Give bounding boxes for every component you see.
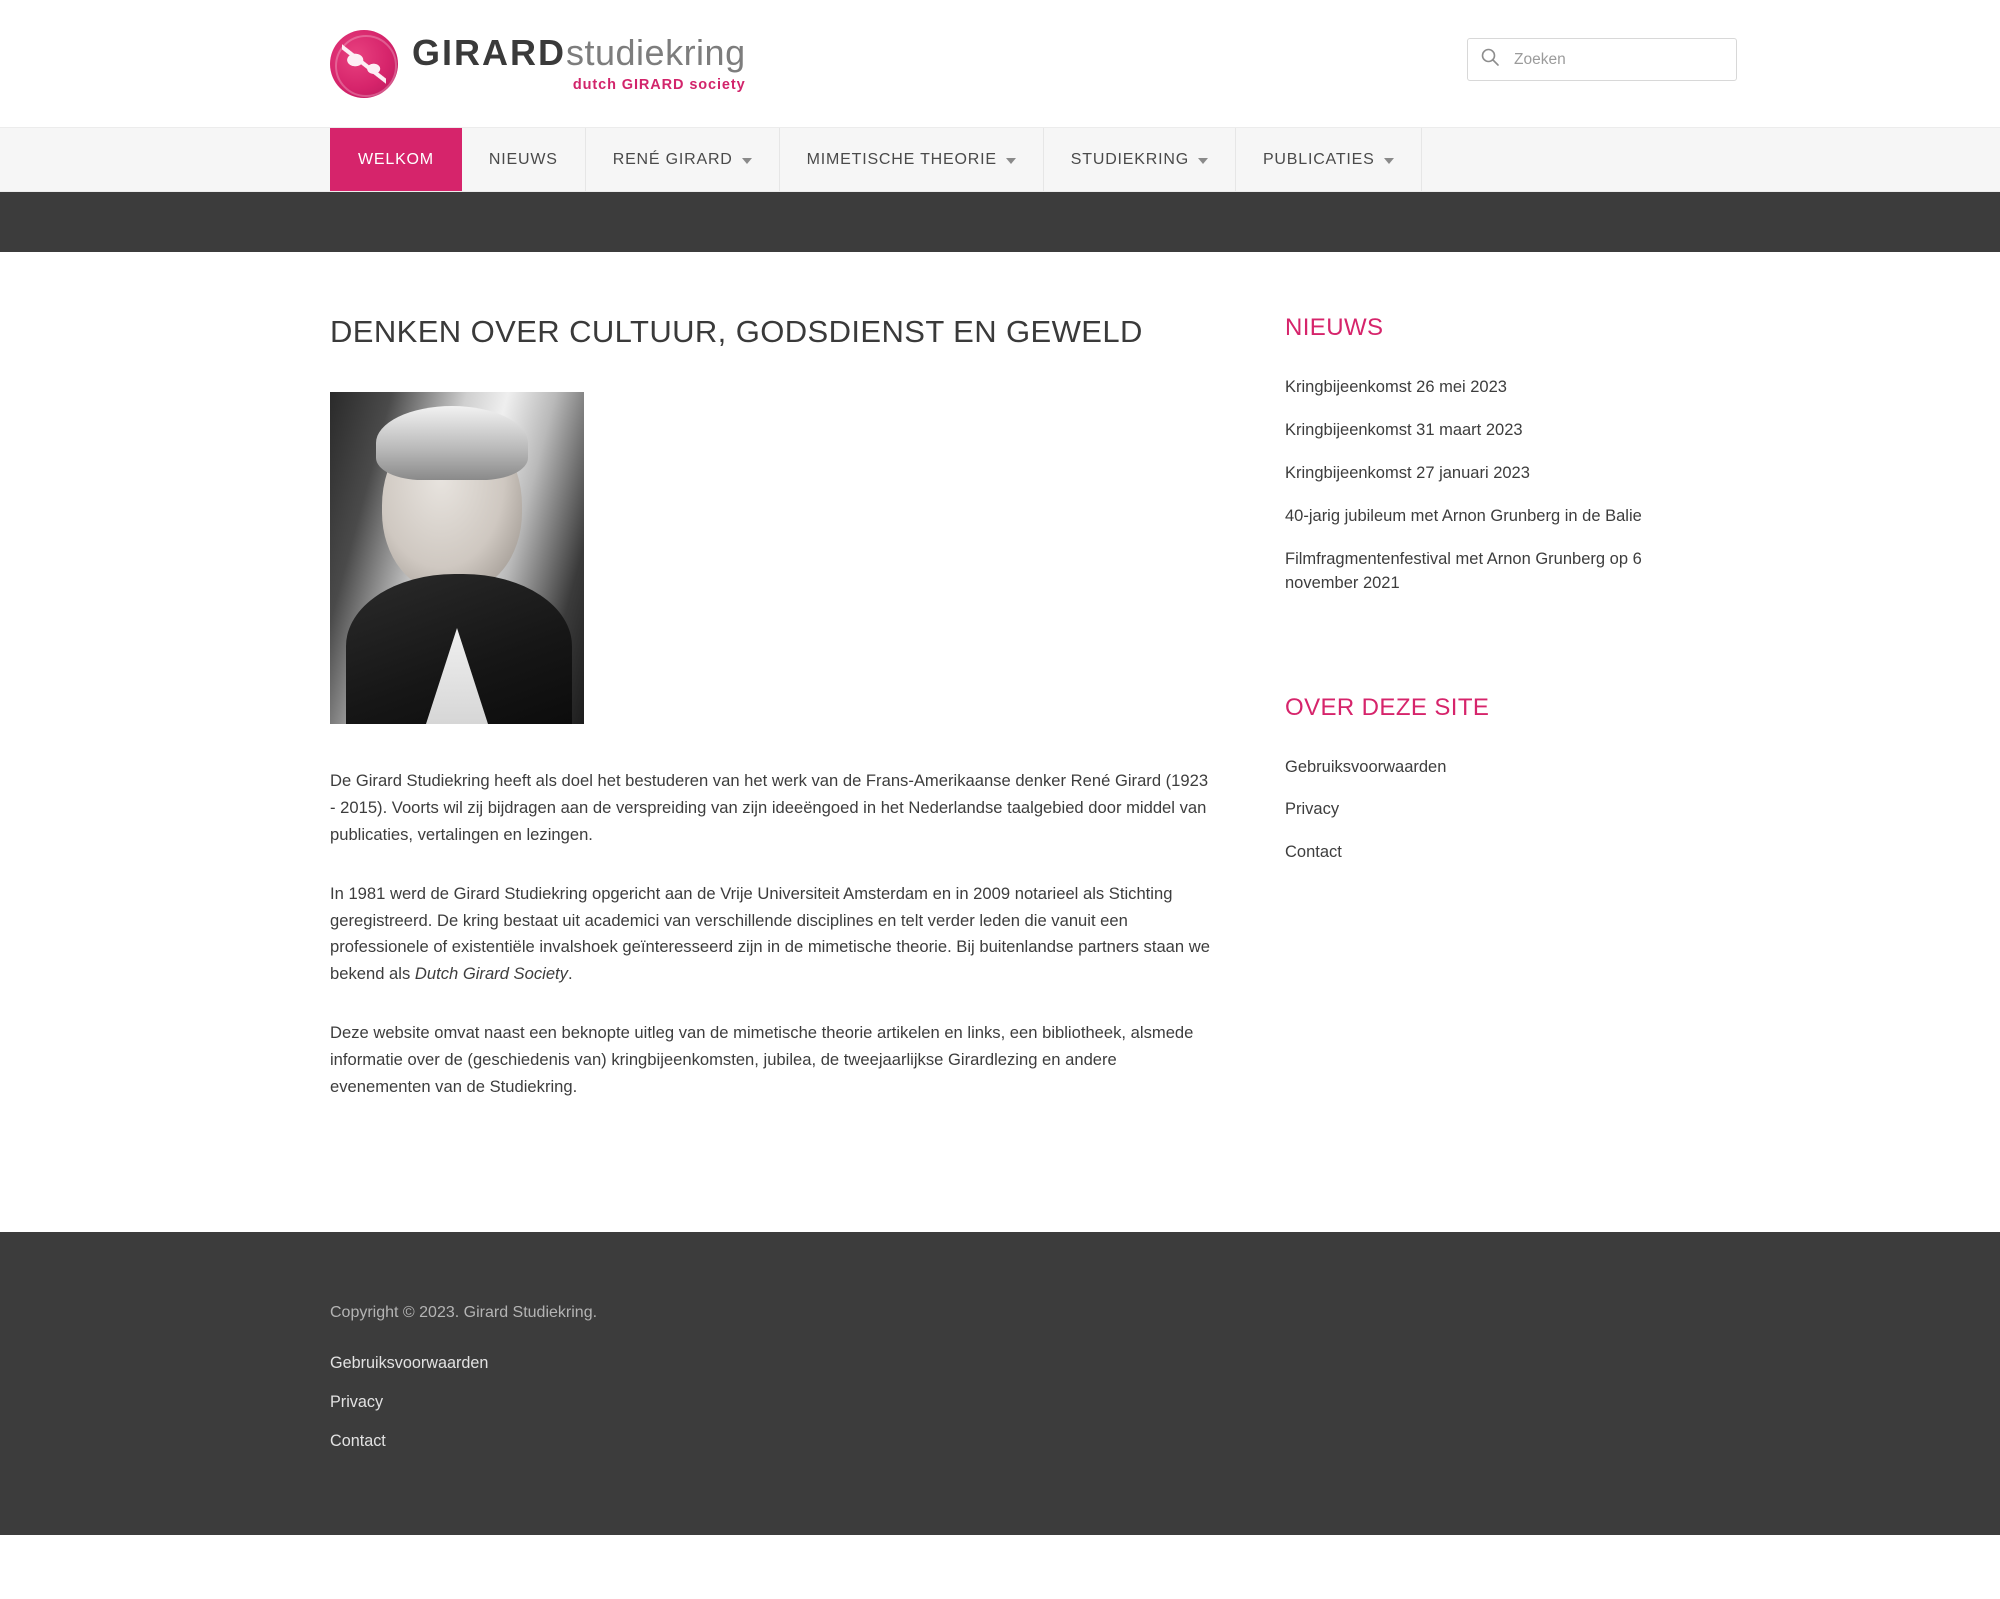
- footer-link-contact[interactable]: Contact: [330, 1432, 386, 1450]
- site-header: [0, 0, 2000, 127]
- chevron-down-icon: [1384, 158, 1394, 164]
- nav-item-nieuws[interactable]: [462, 128, 586, 191]
- article-column: [330, 252, 1215, 1232]
- main-content-area: [0, 252, 2000, 1232]
- sidebar-link-contact[interactable]: Contact: [1285, 843, 1342, 862]
- nav-label: WELKOM: [358, 150, 434, 168]
- copyright-text: Copyright © 2023. Girard Studiekring.: [330, 1304, 598, 1321]
- nav-item-rene-girard[interactable]: [586, 128, 780, 191]
- footer-link-gebruiksvoorwaarden[interactable]: Gebruiksvoorwaarden: [330, 1354, 489, 1372]
- sidebar-heading-over-deze-site: OVER DEZE SITE: [1285, 693, 1490, 721]
- dark-divider-bar: [0, 192, 2000, 252]
- sidebar: [1215, 252, 1670, 1232]
- body-paragraph-3: Deze website omvat naast een beknopte uitleg van de mimetische theorie artikelen en links, een bibliotheek, alsmede informatie over de (geschiedenis van) kringbijeenkomsten, jubilea, de tweejaarlijkse Girardlezing en andere evenementen van de Studiekring.: [330, 1023, 1194, 1096]
- logo-tagline: dutch GIRARD society: [572, 76, 746, 93]
- page-title: DENKEN OVER CULTUUR, GODSDIENST EN GEWELD: [330, 314, 1143, 349]
- sidebar-link-privacy[interactable]: Privacy: [1285, 800, 1340, 819]
- logo-primary-text: GIRARD: [412, 31, 566, 73]
- sidebar-news-item[interactable]: Kringbijeenkomst 26 mei 2023: [1285, 378, 1507, 396]
- nav-label: STUDIEKRING: [1070, 150, 1189, 168]
- nav-item-welkom[interactable]: [330, 128, 462, 191]
- body-paragraph-2: [330, 881, 1210, 989]
- portrait-image: [330, 392, 584, 724]
- chevron-down-icon: [1198, 158, 1208, 164]
- sidebar-heading-nieuws: NIEUWS: [1285, 314, 1384, 341]
- footer-link-privacy[interactable]: Privacy: [330, 1393, 384, 1411]
- chevron-down-icon: [742, 158, 752, 164]
- sidebar-news-item[interactable]: Kringbijeenkomst 31 maart 2023: [1285, 420, 1523, 439]
- search-input[interactable]: [1512, 50, 1724, 70]
- body-paragraph-2-text: In 1981 werd de Girard Studiekring opgericht aan de Vrije Universiteit Amsterdam en in 2009 notarieel als Stichting geregistreerd. De kring bestaat uit academici van verschillende disciplines en telt verder leden die vanuit een professionele of existentiële invalshoek geïnteresseerd zijn in de mimetische theorie. Bij buitenlandse partners staan we bekend als Dutch Girard Society.: [330, 883, 1210, 984]
- nav-item-publicaties[interactable]: [1236, 128, 1422, 191]
- main-navigation: [0, 127, 2000, 192]
- girard-logo-icon: [330, 30, 398, 98]
- site-logo[interactable]: [330, 30, 746, 98]
- body-paragraph-1: De Girard Studiekring heeft als doel het bestuderen van het werk van de Frans-Amerikaanse denker René Girard (1923 - 2015). Voorts wil zij bijdragen aan de verspreiding van zijn ideeëngoed in het Nederlandse taalgebied door middel van publicaties, vertalingen en lezingen.: [330, 771, 1209, 844]
- sidebar-news-item[interactable]: 40-jarig jubileum met Arnon Grunberg in de Balie: [1285, 506, 1642, 525]
- logo-text: [412, 31, 746, 93]
- sidebar-news-item[interactable]: Filmfragmentenfestival met Arnon Grunberg op 6 november 2021: [1285, 549, 1642, 592]
- nav-item-studiekring[interactable]: [1044, 128, 1236, 191]
- sidebar-link-gebruiksvoorwaarden[interactable]: Gebruiksvoorwaarden: [1285, 757, 1447, 776]
- nav-label: PUBLICATIES: [1262, 150, 1375, 168]
- nav-label: NIEUWS: [488, 150, 558, 168]
- chevron-down-icon: [1006, 158, 1016, 164]
- search-icon: [1480, 47, 1500, 72]
- sidebar-news-item[interactable]: Kringbijeenkomst 27 januari 2023: [1285, 463, 1530, 482]
- search-box[interactable]: [1467, 38, 1737, 81]
- site-footer: [0, 1232, 2000, 1535]
- nav-label: RENÉ GIRARD: [612, 150, 733, 168]
- nav-item-mimetische-theorie[interactable]: [780, 128, 1044, 191]
- logo-secondary-text: studiekring: [566, 31, 746, 73]
- nav-label: MIMETISCHE THEORIE: [806, 150, 997, 168]
